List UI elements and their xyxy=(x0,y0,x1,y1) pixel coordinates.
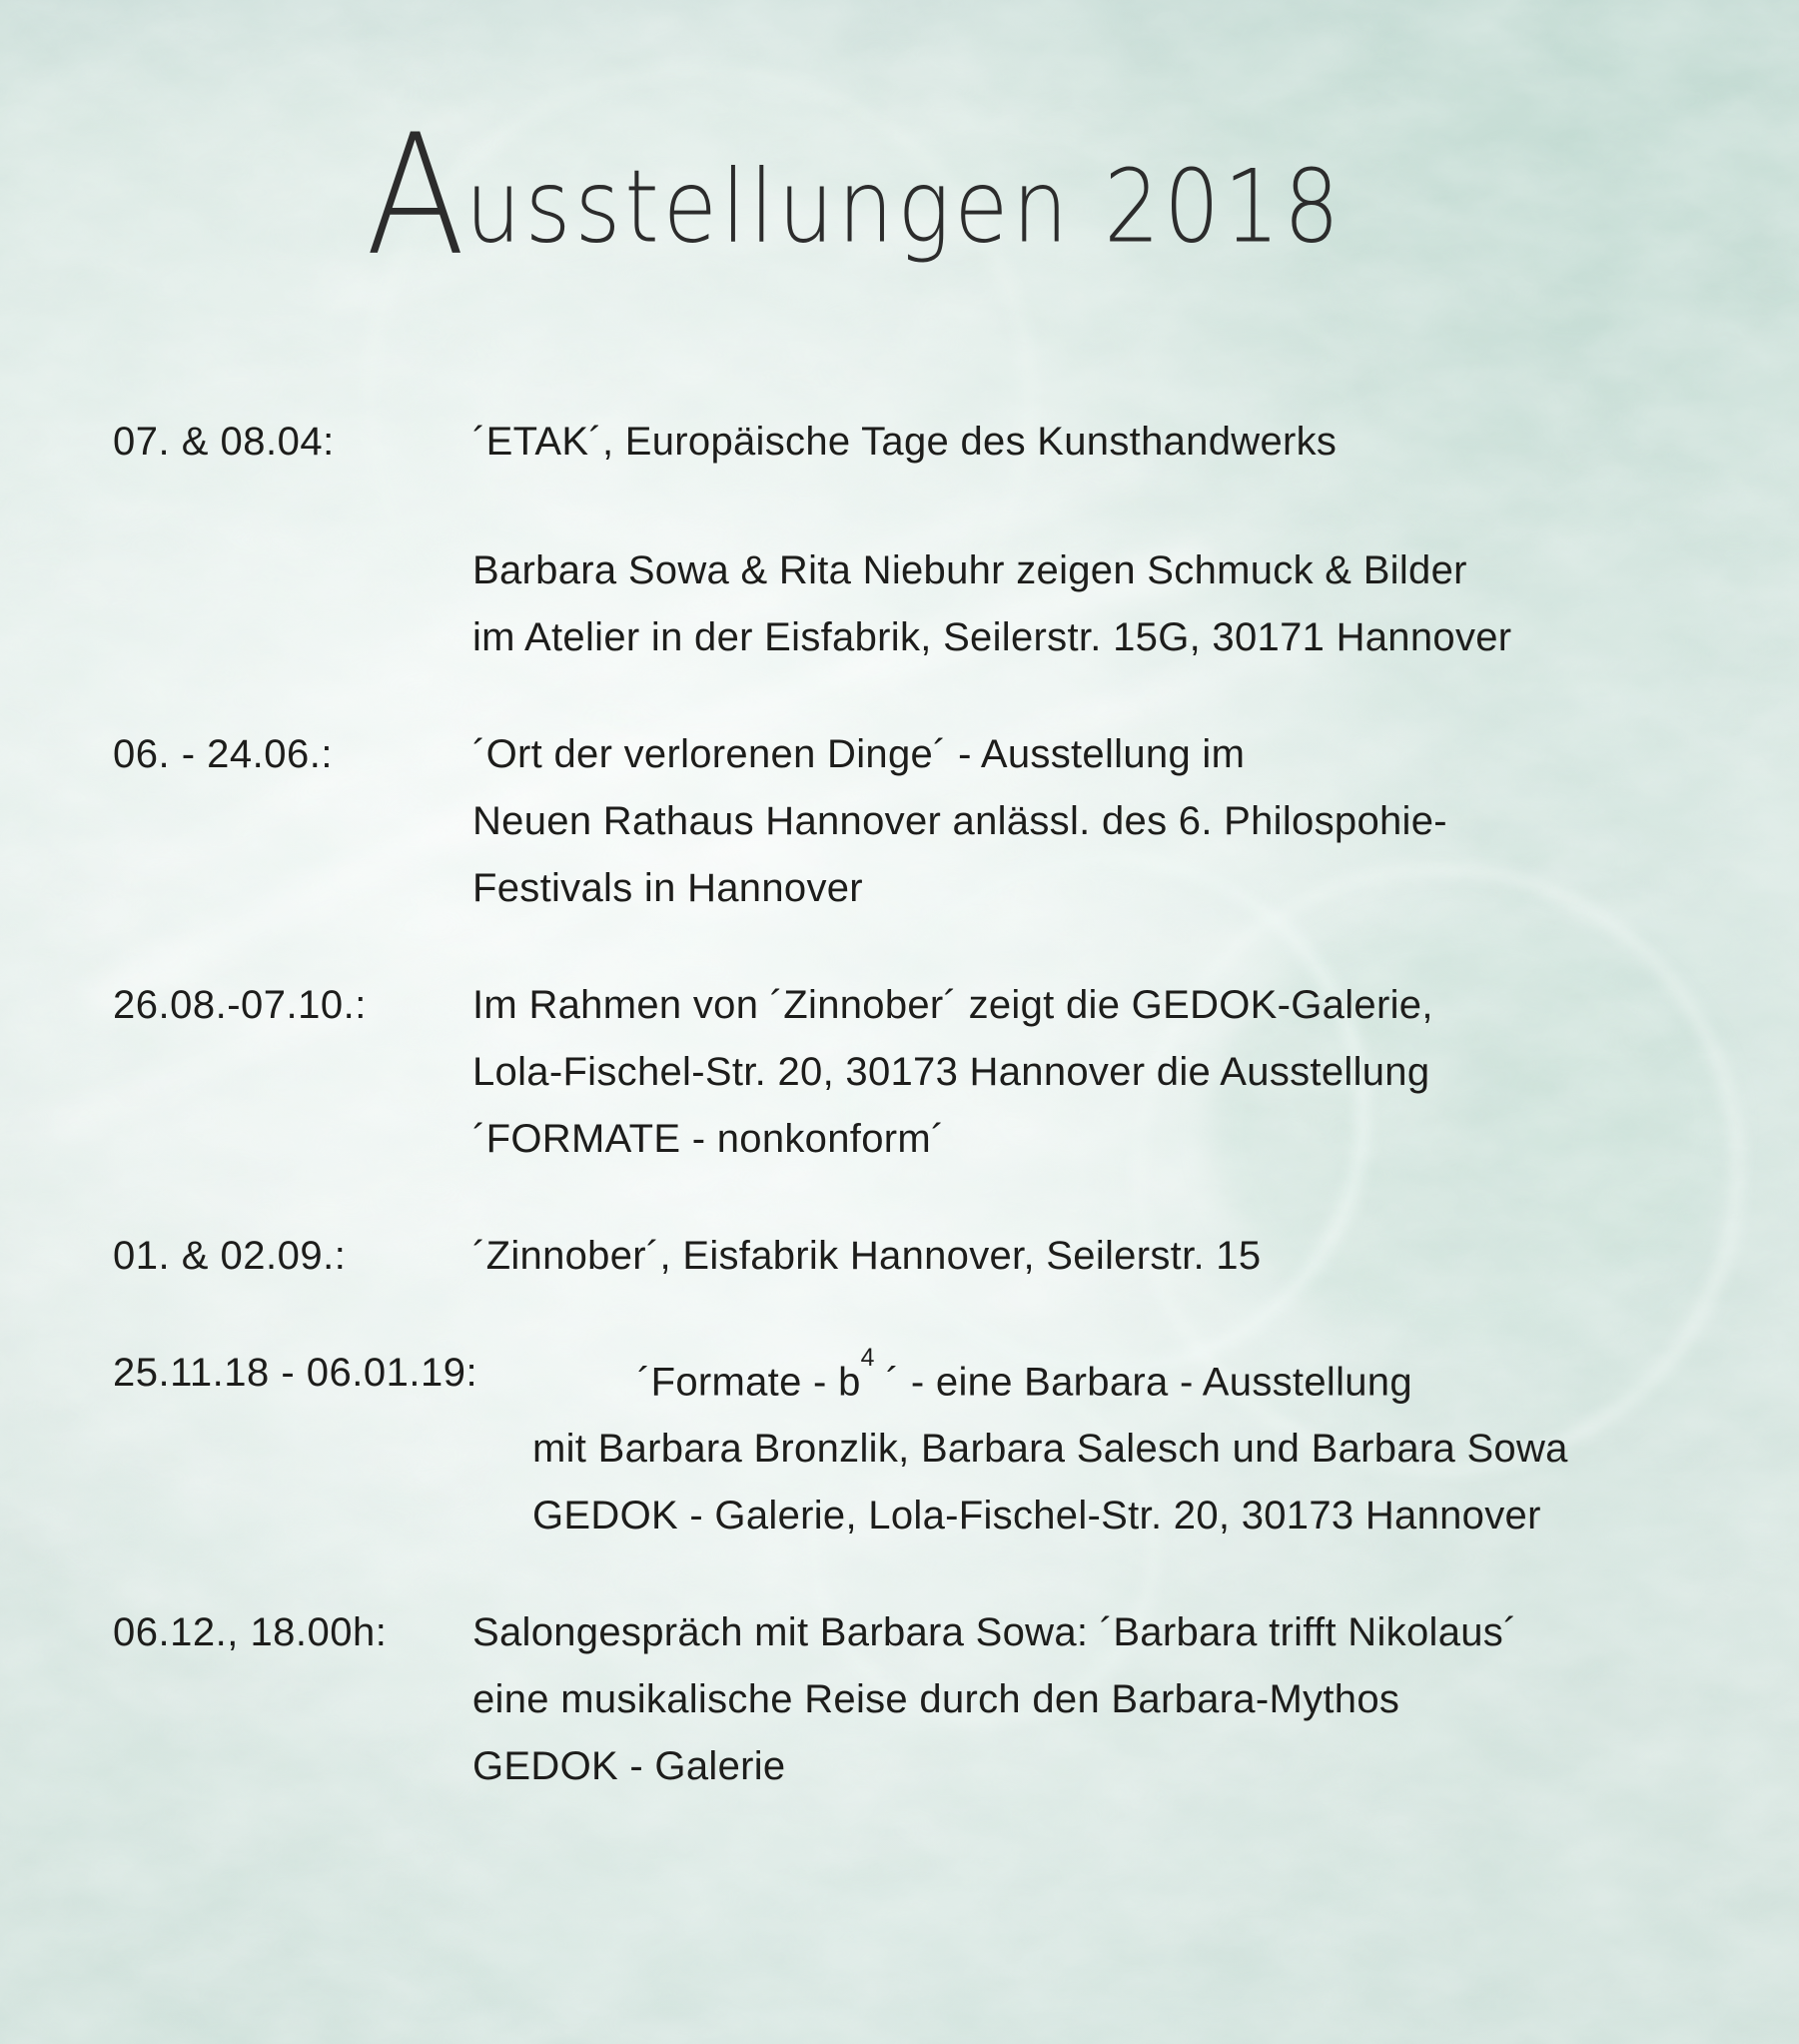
title-drop-cap: A xyxy=(365,98,465,293)
entry-text-line: GEDOK - Galerie, Lola-Fischel-Str. 20, 30173 Hannover xyxy=(532,1494,1541,1538)
exhibition-entry-4 xyxy=(0,1223,1799,1290)
exhibition-entry-2 xyxy=(0,721,1799,922)
entry-text-line: Lola-Fischel-Str. 20, 30173 Hannover die Ausstellung xyxy=(472,1050,1430,1094)
entry-body xyxy=(472,972,1799,1173)
entry-text-line xyxy=(532,1340,1799,1416)
formate-suffix: ´ - eine Barbara - Ausstellung xyxy=(874,1360,1412,1405)
formate-prefix: ´Formate - b xyxy=(637,1360,861,1405)
entry-body xyxy=(532,1340,1799,1549)
page-title xyxy=(0,98,1799,293)
entry-date: 06.12., 18.00h: xyxy=(113,1610,388,1655)
entry-body xyxy=(472,721,1799,922)
entry-text-line: Festivals in Hannover xyxy=(472,866,863,910)
entry-date: 25.11.18 - 06.01.19: xyxy=(113,1351,478,1395)
exhibition-entry-3 xyxy=(0,972,1799,1173)
entry-body xyxy=(472,1599,1799,1800)
title-rest: usstellungen 2018 xyxy=(464,148,1345,266)
entry-date: 06. - 24.06.: xyxy=(113,732,333,776)
exhibition-schedule xyxy=(0,409,1799,1800)
entry-date: 26.08.-07.10.: xyxy=(113,983,367,1027)
entry-body xyxy=(472,1223,1799,1290)
entry-date: 01. & 02.09.: xyxy=(113,1234,347,1278)
entry-text-line: GEDOK - Galerie xyxy=(472,1744,786,1789)
entry-text-line: ´FORMATE - nonkonform´ xyxy=(472,1117,945,1161)
entry-text-line: mit Barbara Bronzlik, Barbara Salesch und Barbara Sowa xyxy=(532,1427,1568,1472)
entry-text-line: Neuen Rathaus Hannover anlässl. des 6. Philospohie- xyxy=(472,799,1447,843)
entry-text-line: im Atelier in der Eisfabrik, Seilerstr. 15G, 30171 Hannover xyxy=(472,615,1512,659)
entry-text-line: eine musikalische Reise durch den Barbara-Mythos xyxy=(472,1677,1400,1722)
entry-body xyxy=(472,409,1799,671)
entry-text-line: ´ETAK´, Europäische Tage des Kunsthandwerks xyxy=(472,420,1338,464)
entry-date: 07. & 08.04: xyxy=(113,420,335,464)
exhibition-entry-5 xyxy=(0,1340,1799,1549)
entry-text-line: ´Ort der verlorenen Dinge´ - Ausstellung im xyxy=(472,732,1246,776)
page-title-text xyxy=(365,98,1345,293)
entry-text-line: Barbara Sowa & Rita Niebuhr zeigen Schmuck & Bilder xyxy=(472,548,1467,592)
flyer-content xyxy=(0,98,1799,1800)
exhibition-entry-6 xyxy=(0,1599,1799,1800)
exhibition-entry-1 xyxy=(0,409,1799,671)
formate-superscript-4: 4 xyxy=(860,1344,875,1372)
entry-text-line: ´Zinnober´, Eisfabrik Hannover, Seilerstr. 15 xyxy=(472,1234,1262,1278)
entry-text-line: Im Rahmen von ´Zinnober´ zeigt die GEDOK-Galerie, xyxy=(472,983,1433,1027)
entry-text-line: Salongespräch mit Barbara Sowa: ´Barbara trifft Nikolaus´ xyxy=(472,1610,1517,1655)
